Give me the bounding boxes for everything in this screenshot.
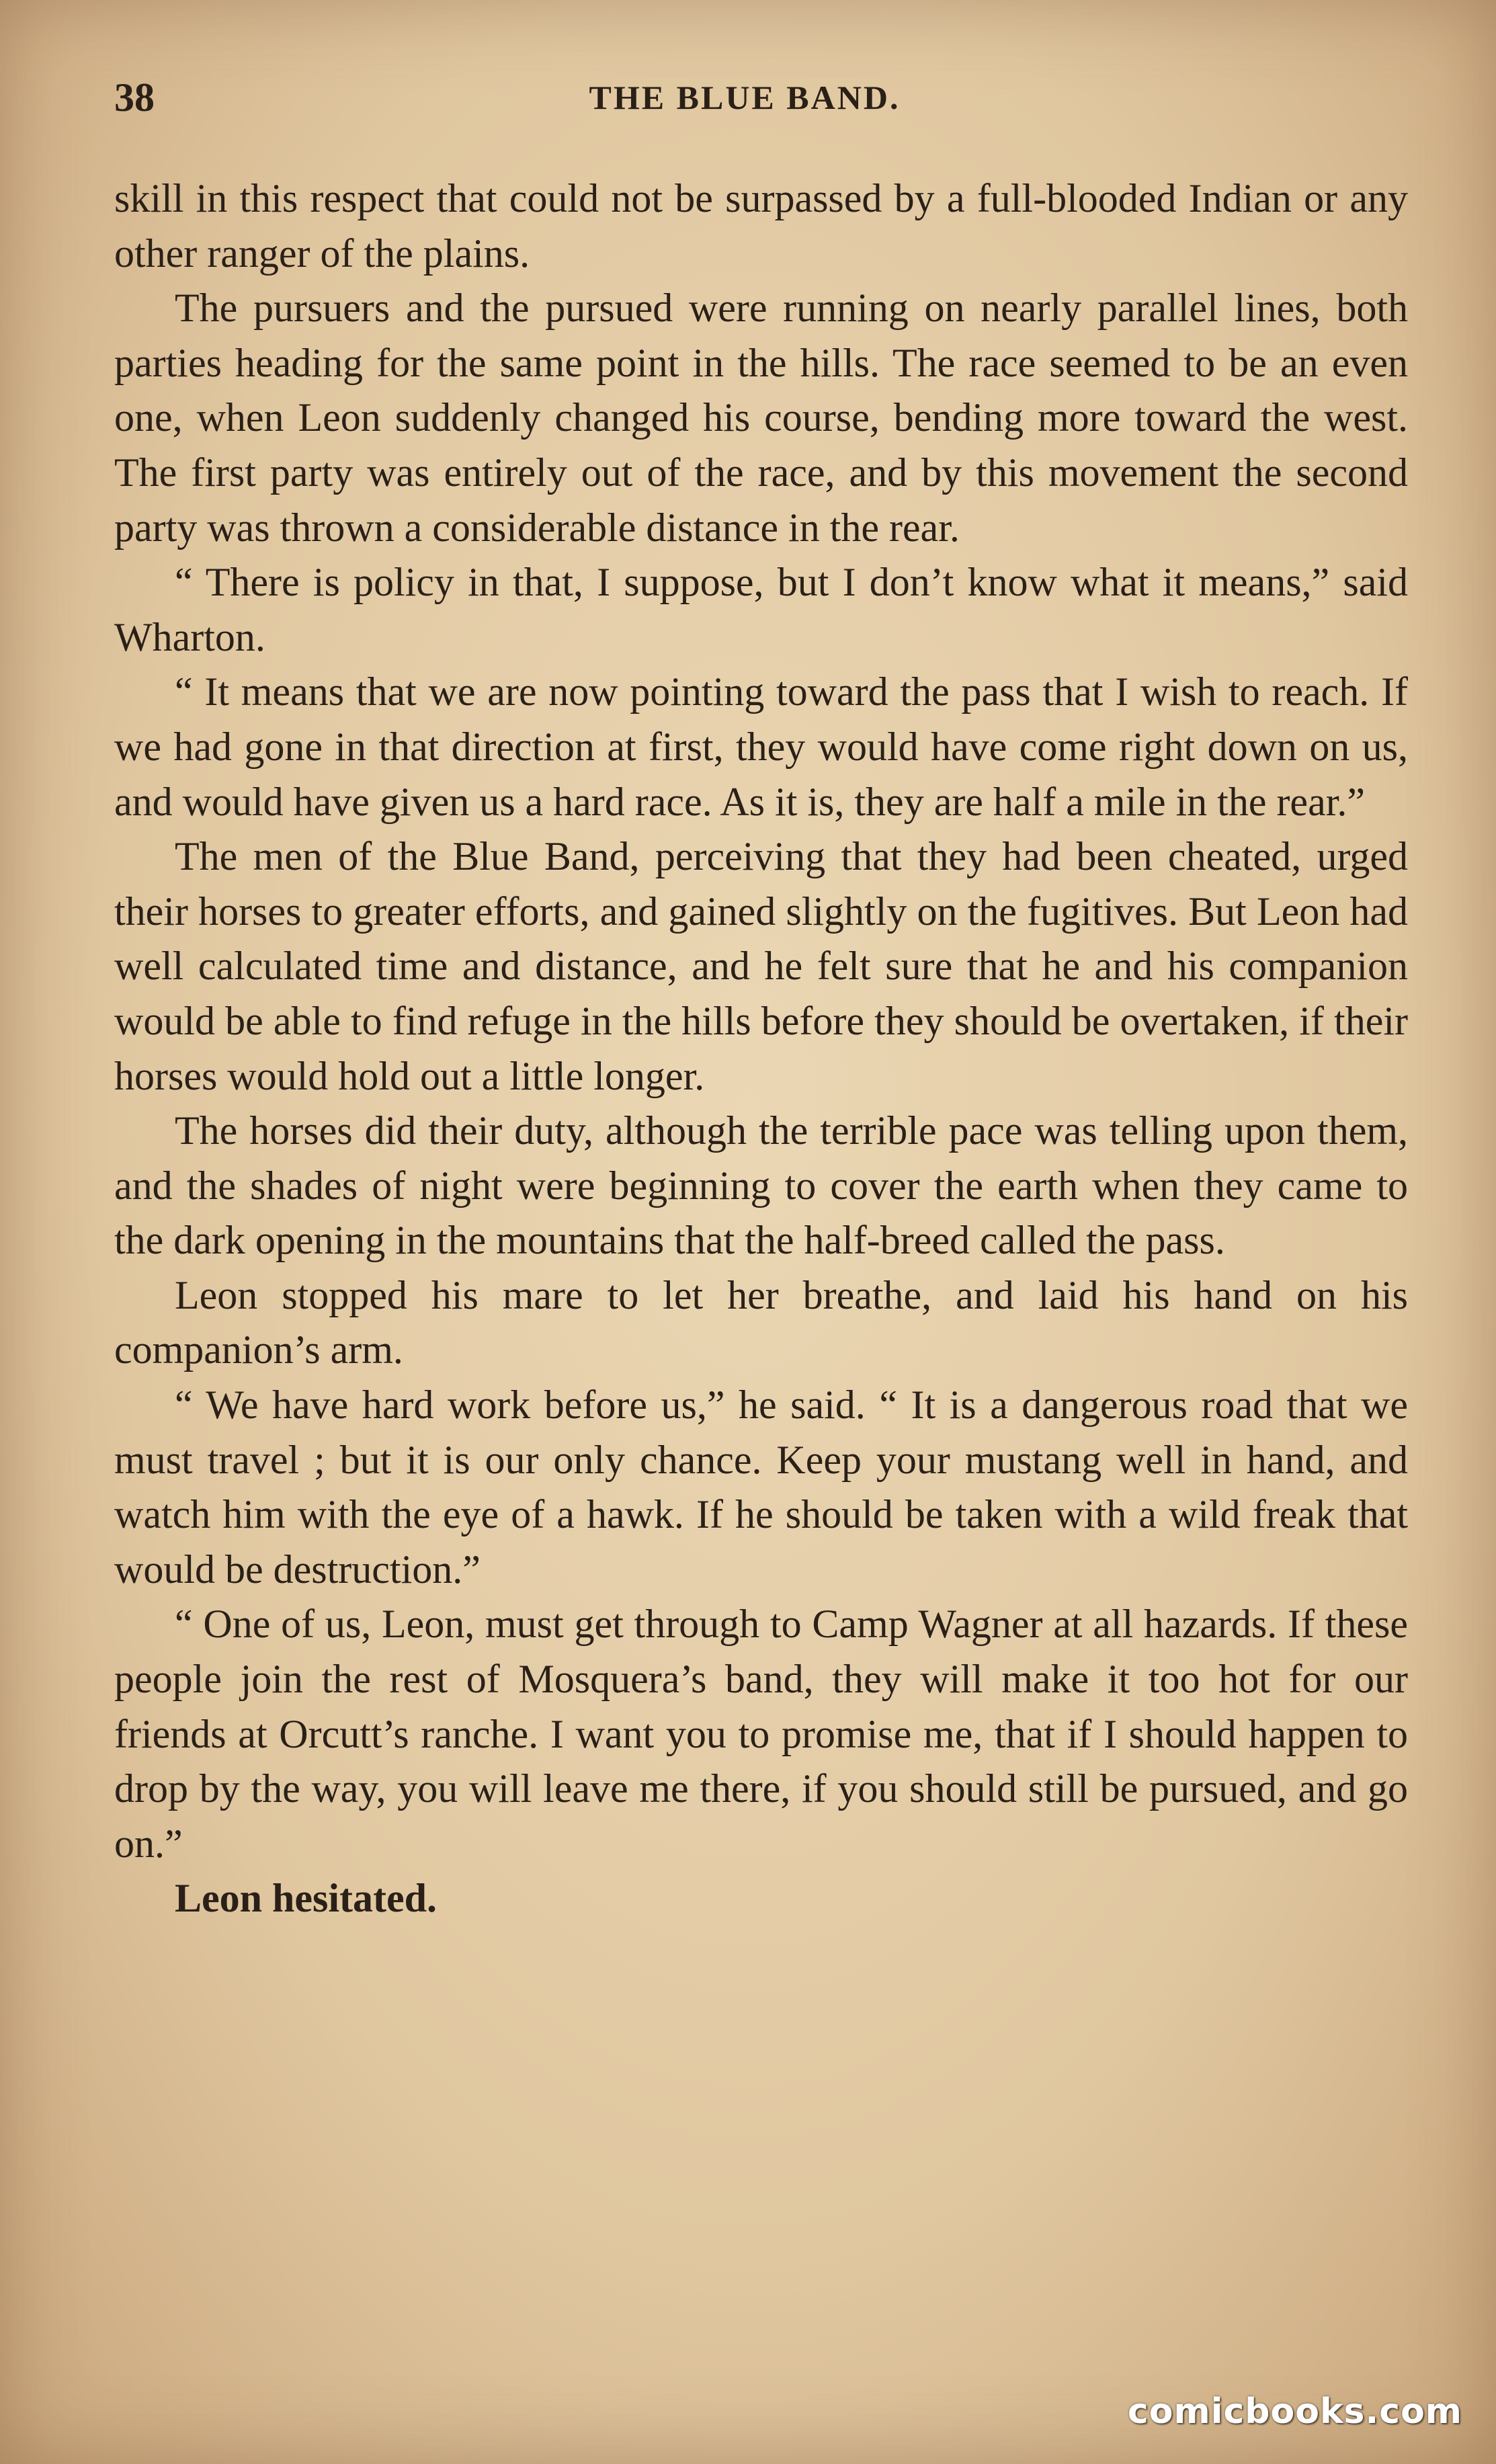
- paragraph-10: Leon hesitated.: [175, 1876, 437, 1921]
- paragraph-4: “ It means that we are now pointing toward the pass that I wish to reach. If we had gone in that direction at first, they would have come right down on us, and would have given us a hard race. As it is, they are half a mile in the rear.”: [114, 669, 1408, 824]
- paragraph-1: skill in this respect that could not be surpassed by a full-blooded Indian or any other ranger of the plains.: [114, 176, 1408, 276]
- running-head: [114, 67, 1375, 128]
- paragraph-6: The horses did their duty, although the terrible pace was telling upon them, and the shades of night were beginning to cover the earth when they came to the dark opening in the mountains that the half-breed called the pass.: [114, 1108, 1408, 1263]
- site-watermark: comicbooks.com: [1127, 2391, 1462, 2432]
- paragraph-2: The pursuers and the pursued were running on nearly parallel lines, both parties heading for the same point in the hills. The race seemed to be an even one, when Leon suddenly changed his course, bending more toward the west. The first party was entirely out of the race, and by this movement the second party was thrown a considerable distance in the rear.: [114, 286, 1408, 550]
- running-title: THE BLUE BAND.: [589, 79, 901, 116]
- body-text: [114, 171, 1408, 1926]
- paragraph-9: “ One of us, Leon, must get through to Camp Wagner at all hazards. If these people join the rest of Mosquera’s band, they will make it too hot for our friends at Orcutt’s ranche. I want you to promise me, that if I should happen to drop by the way, you will leave me there, if you should still be pursued, and go on.”: [114, 1602, 1408, 1866]
- paragraph-3: “ There is policy in that, I suppose, but I don’t know what it means,” said Wharton.: [114, 560, 1408, 659]
- paragraph-7: Leon stopped his mare to let her breathe, and laid his hand on his companion’s arm.: [114, 1272, 1408, 1372]
- paragraph-5: The men of the Blue Band, perceiving that they had been cheated, urged their horses to greater efforts, and gained slightly on the fugitives. But Leon had well calculated time and distance, and he felt sure that he and his companion would be able to find refuge in the hills before they should be overtaken, if their horses would hold out a little longer.: [114, 834, 1408, 1098]
- paragraph-8: “ We have hard work before us,” he said. “ It is a dangerous road that we must travel ; but it is our only chance. Keep your mustang well in hand, and watch him with the eye of a hawk. If he should be taken with a wild freak that would be destruction.”: [114, 1383, 1408, 1592]
- page-number: 38: [114, 75, 155, 120]
